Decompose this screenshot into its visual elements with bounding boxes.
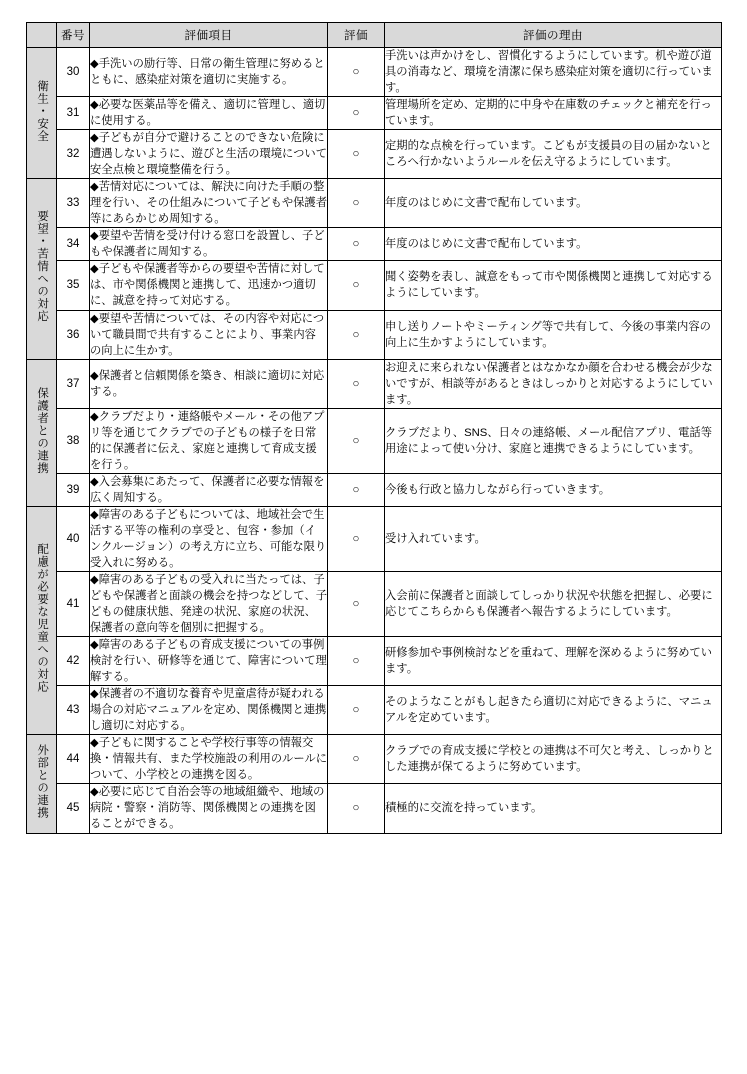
row-number: 35 bbox=[57, 261, 90, 310]
row-number: 31 bbox=[57, 97, 90, 130]
table-body bbox=[27, 48, 722, 834]
row-item: ◆障害のある子どもの受入れに当たっては、子どもや保護者と面談の機会を持つなどして、子どもの健康状態、発達の状況、家庭の状況、保護者の意向等を個別に把握する。 bbox=[90, 572, 328, 637]
header-reason: 評価の理由 bbox=[385, 23, 722, 48]
row-reason: 今後も行政と協力しながら行っていきます。 bbox=[385, 473, 722, 506]
table-row bbox=[27, 310, 722, 359]
row-eval: ○ bbox=[328, 228, 385, 261]
row-reason: 年度のはじめに文書で配布しています。 bbox=[385, 179, 722, 228]
row-number: 41 bbox=[57, 572, 90, 637]
row-number: 40 bbox=[57, 506, 90, 571]
row-reason: クラブだより、SNS、日々の連絡帳、メール配信アプリ、電話等用途によって使い分け、家庭と連携できるようにしています。 bbox=[385, 408, 722, 473]
row-eval: ○ bbox=[328, 506, 385, 571]
row-number: 34 bbox=[57, 228, 90, 261]
row-number: 45 bbox=[57, 784, 90, 833]
row-item: ◆障害のある子どもの育成支援についての事例検討を行い、研修等を通じて、障害について理解する。 bbox=[90, 637, 328, 686]
row-number: 44 bbox=[57, 735, 90, 784]
table-row bbox=[27, 784, 722, 833]
category-label: 衛生・安全 bbox=[36, 79, 49, 143]
row-reason: 受け入れています。 bbox=[385, 506, 722, 571]
row-eval: ○ bbox=[328, 572, 385, 637]
row-eval: ○ bbox=[328, 261, 385, 310]
row-number: 39 bbox=[57, 473, 90, 506]
table-row bbox=[27, 359, 722, 408]
row-eval: ○ bbox=[328, 473, 385, 506]
row-item: ◆保護者と信頼関係を築き、相談に適切に対応する。 bbox=[90, 359, 328, 408]
table-row bbox=[27, 572, 722, 637]
table-row bbox=[27, 637, 722, 686]
row-reason: 積極的に交流を持っています。 bbox=[385, 784, 722, 833]
category-label: 保護者との連携 bbox=[36, 386, 49, 475]
row-item: ◆要望や苦情を受け付ける窓口を設置し、子どもや保護者に周知する。 bbox=[90, 228, 328, 261]
row-reason: 研修参加や事例検討などを重ねて、理解を深めるように努めています。 bbox=[385, 637, 722, 686]
row-reason: 聞く姿勢を表し、誠意をもって市や関係機関と連携して対応するようにしています。 bbox=[385, 261, 722, 310]
row-number: 43 bbox=[57, 686, 90, 735]
row-reason: 入会前に保護者と面談してしっかり状況や状態を把握し、必要に応じてこちらからも保護者へ報告するようにしています。 bbox=[385, 572, 722, 637]
category-cell bbox=[27, 735, 57, 833]
category-label: 要望・苦情への対応 bbox=[36, 210, 49, 323]
row-number: 33 bbox=[57, 179, 90, 228]
row-item: ◆障害のある子どもについては、地域社会で生活する平等の権利の享受と、包容・参加（インクルージョン）の考え方に立ち、可能な限り受入れに努める。 bbox=[90, 506, 328, 571]
row-number: 30 bbox=[57, 48, 90, 97]
header-number: 番号 bbox=[57, 23, 90, 48]
category-cell bbox=[27, 359, 57, 506]
table-row bbox=[27, 408, 722, 473]
row-number: 42 bbox=[57, 637, 90, 686]
row-eval: ○ bbox=[328, 130, 385, 179]
row-eval: ○ bbox=[328, 408, 385, 473]
row-reason: そのようなことがもし起きたら適切に対応できるように、マニュアルを定めています。 bbox=[385, 686, 722, 735]
row-eval: ○ bbox=[328, 686, 385, 735]
row-item: ◆必要な医薬品等を備え、適切に管理し、適切に使用する。 bbox=[90, 97, 328, 130]
row-item: ◆苦情対応については、解決に向けた手順の整理を行い、その仕組みについて子どもや保護者等にあらかじめ周知する。 bbox=[90, 179, 328, 228]
table-row bbox=[27, 130, 722, 179]
row-eval: ○ bbox=[328, 359, 385, 408]
category-cell bbox=[27, 48, 57, 179]
row-item: ◆子どもが自分で避けることのできない危険に遭遇しないように、遊びと生活の環境について安全点検と環境整備を行う。 bbox=[90, 130, 328, 179]
row-reason: お迎えに来られない保護者とはなかなか顔を合わせる機会が少ないですが、相談等があるときはしっかりと対応するようにしています。 bbox=[385, 359, 722, 408]
row-item: ◆クラブだより・連絡帳やメール・その他アプリ等を通じてクラブでの子どもの様子を日常的に保護者に伝え、家庭と連携して育成支援を行う。 bbox=[90, 408, 328, 473]
table-row bbox=[27, 48, 722, 97]
row-reason: 申し送りノートやミーティング等で共有して、今後の事業内容の向上に生かすようにしています。 bbox=[385, 310, 722, 359]
row-eval: ○ bbox=[328, 97, 385, 130]
row-item: ◆子どもに関することや学校行事等の情報交換・情報共有、また学校施設の利用のルールについて、小学校との連携を図る。 bbox=[90, 735, 328, 784]
table-row bbox=[27, 228, 722, 261]
row-reason: クラブでの育成支援に学校との連携は不可欠と考え、しっかりとした連携が保てるように努めています。 bbox=[385, 735, 722, 784]
row-item: ◆要望や苦情については、その内容や対応について職員間で共有することにより、事業内容の向上に生かす。 bbox=[90, 310, 328, 359]
table-header bbox=[27, 23, 722, 48]
row-eval: ○ bbox=[328, 310, 385, 359]
row-number: 38 bbox=[57, 408, 90, 473]
row-eval: ○ bbox=[328, 48, 385, 97]
row-eval: ○ bbox=[328, 784, 385, 833]
row-item: ◆子どもや保護者等からの要望や苦情に対しては、市や関係機関と連携して、迅速かつ適切に、誠意を持って対応する。 bbox=[90, 261, 328, 310]
table-row bbox=[27, 506, 722, 571]
row-eval: ○ bbox=[328, 179, 385, 228]
header-eval: 評価 bbox=[328, 23, 385, 48]
table-row bbox=[27, 686, 722, 735]
table-row bbox=[27, 261, 722, 310]
category-label: 配慮が必要な児童への対応 bbox=[36, 543, 49, 694]
evaluation-table bbox=[26, 22, 722, 834]
row-item: ◆入会募集にあたって、保護者に必要な情報を広く周知する。 bbox=[90, 473, 328, 506]
table-header-row bbox=[27, 23, 722, 48]
table-row bbox=[27, 735, 722, 784]
table-row bbox=[27, 473, 722, 506]
row-reason: 年度のはじめに文書で配布しています。 bbox=[385, 228, 722, 261]
row-number: 37 bbox=[57, 359, 90, 408]
row-eval: ○ bbox=[328, 637, 385, 686]
category-label: 外部との連携 bbox=[36, 744, 49, 820]
row-item: ◆手洗いの励行等、日常の衛生管理に努めるとともに、感染症対策を適切に実施する。 bbox=[90, 48, 328, 97]
table-row bbox=[27, 97, 722, 130]
row-reason: 管理場所を定め、定期的に中身や在庫数のチェックと補充を行っています。 bbox=[385, 97, 722, 130]
row-item: ◆保護者の不適切な養育や児童虐待が疑われる場合の対応マニュアルを定め、関係機関と連携し適切に対応する。 bbox=[90, 686, 328, 735]
row-number: 32 bbox=[57, 130, 90, 179]
row-eval: ○ bbox=[328, 735, 385, 784]
category-cell bbox=[27, 179, 57, 359]
table-row bbox=[27, 179, 722, 228]
row-reason: 手洗いは声かけをし、習慣化するようにしています。机や遊び道具の消毒など、環境を清潔に保ち感染症対策を適切に行っています。 bbox=[385, 48, 722, 97]
row-number: 36 bbox=[57, 310, 90, 359]
row-item: ◆必要に応じて自治会等の地域組織や、地域の病院・警察・消防等、関係機関との連携を図ることができる。 bbox=[90, 784, 328, 833]
header-category bbox=[27, 23, 57, 48]
header-item: 評価項目 bbox=[90, 23, 328, 48]
category-cell bbox=[27, 506, 57, 734]
row-reason: 定期的な点検を行っています。こどもが支援員の目の届かないところへ行かないようルールを伝え守るようにしています。 bbox=[385, 130, 722, 179]
